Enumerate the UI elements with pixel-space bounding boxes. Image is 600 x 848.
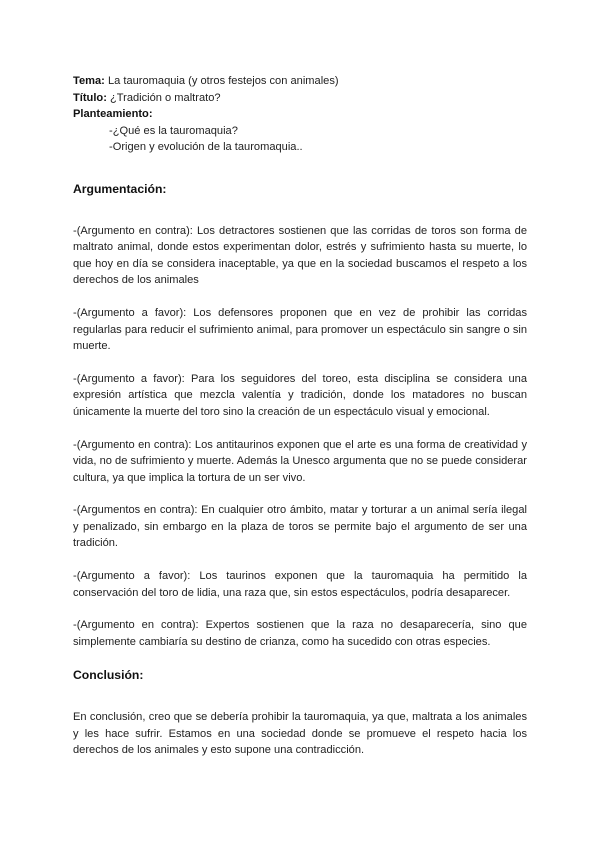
tema-value: La tauromaquia (y otros festejos con animales) — [107, 75, 339, 87]
tema-label: Tema: — [73, 75, 105, 87]
document-content — [73, 73, 527, 759]
argument-paragraph: -(Argumentos en contra): En cualquier otro ámbito, matar y torturar a un animal sería ilegal y penalizado, sin embargo en la plaza de toros se permite bajo el argumento de ser una tradición. — [73, 504, 527, 550]
conclusion-heading: Conclusión: — [73, 668, 144, 683]
planteamiento-line — [73, 106, 527, 123]
titulo-label: Título: — [73, 91, 107, 104]
argument-paragraph: -(Argumento a favor): Los taurinos exponen que la tauromaquia ha permitido la conservación del toro de lidia, una raza que, sin estos espectáculos, podría desaparecer. — [73, 570, 527, 599]
argument-paragraph: -(Argumento a favor): Para los seguidores del toreo, esta disciplina se considera una expresión artística que mezcla valentía y tradición, donde los matadores no buscan únicamente la muerte del toro sino la creación de un espectáculo visual y emocional. — [73, 372, 527, 418]
argumentacion-heading: Argumentación: — [73, 181, 167, 196]
planteamiento-label: Planteamiento: — [73, 108, 153, 121]
planteamiento-item: -Origen y evolución de la tauromaquia.. — [109, 141, 303, 154]
conclusion-paragraph: En conclusión, creo que se debería prohibir la tauromaquia, ya que, maltrata a los animales y les hace sufrir. Estamos en una sociedad donde se promueve el respeto hacia los derechos de los animales y esto supone una contradicción. — [73, 711, 527, 757]
tema-line — [73, 73, 527, 90]
argument-paragraph: -(Argumento a favor): Los defensores proponen que en vez de prohibir las corridas regularlas para reducir el sufrimiento animal, para promover un espectáculo sin sangre o sin muerte. — [73, 306, 527, 353]
titulo-line — [73, 90, 527, 107]
argument-paragraph: -(Argumento en contra): Expertos sostienen que la raza no desaparecería, sino que simplemente cambiaría su destino de crianza, como ha sucedido con otras especies. — [73, 619, 527, 648]
argument-paragraph: -(Argumento en contra): Los detractores sostienen que las corridas de toros son forma de maltrato animal, donde estos experimentan dolor, estrés y sufrimiento hasta su muerte, lo que hoy en día se considera inaceptable, ya que en la sociedad buscamos el respeto a los derechos de los animales — [73, 224, 527, 287]
titulo-value: ¿Tradición o maltrato? — [109, 91, 221, 104]
planteamiento-item: -¿Qué es la tauromaquia? — [109, 124, 238, 137]
argument-paragraph: -(Argumento en contra): Los antitaurinos exponen que el arte es una forma de creatividad y vida, no de sufrimiento y muerte. Además la Unesco argumenta que no se puede considerar cultura, ya que implica la tortura de un ser vivo. — [73, 438, 527, 484]
